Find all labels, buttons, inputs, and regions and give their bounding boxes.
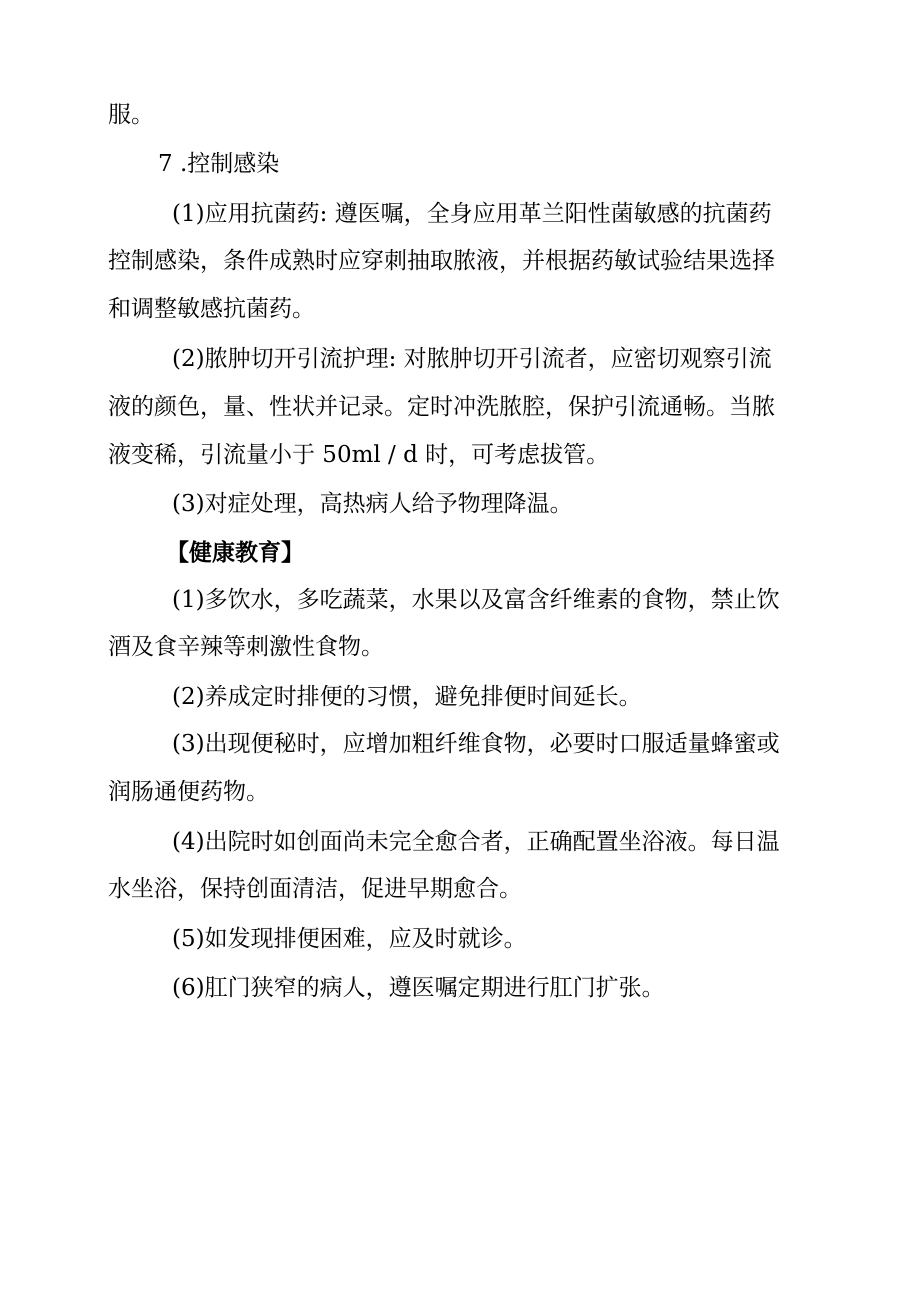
text-line: (4)出院时如创面尚未完全愈合者，正确配置坐浴液。每日温 bbox=[172, 829, 780, 855]
text-line: (1)多饮水，多吃蔬菜，水果以及富含纤维素的食物，禁止饮 bbox=[172, 587, 780, 613]
text-line: 液变稀，引流量小于 50ml / d 时，可考虑拔管。 bbox=[108, 442, 610, 468]
text-line: (5)如发现排便困难，应及时就诊。 bbox=[172, 926, 527, 952]
text-line: 控制感染，条件成熟时应穿刺抽取脓液，并根据药敏试验结果选择 bbox=[108, 248, 775, 274]
text-line: (2)养成定时排便的习惯，避免排便时间延长。 bbox=[172, 684, 642, 710]
text-line: (2)脓肿切开引流护理: 对脓肿切开引流者，应密切观察引流 bbox=[172, 346, 772, 372]
section-heading-health-education: 【健康教育】 bbox=[166, 539, 304, 566]
text-line: 和调整敏感抗菌药。 bbox=[108, 296, 315, 322]
section-heading-infection-control: 7 .控制感染 bbox=[158, 151, 280, 177]
text-line: (3)出现便秘时，应增加粗纤维食物，必要时口服适量蜂蜜或 bbox=[172, 731, 780, 757]
text-line: 水坐浴，保持创面清洁，促进早期愈合。 bbox=[108, 876, 522, 902]
text-line: 液的颜色，量、性状并记录。定时冲洗脓腔，保护引流通畅。当脓 bbox=[108, 394, 775, 420]
text-line: (3)对症处理，高热病人给予物理降温。 bbox=[172, 491, 573, 517]
text-line: (1)应用抗菌药: 遵医嘱，全身应用革兰阳性菌敏感的抗菌药 bbox=[172, 201, 772, 227]
text-line: 酒及食辛辣等刺激性食物。 bbox=[108, 634, 384, 660]
text-line: (6)肛门狭窄的病人，遵医嘱定期进行肛门扩张。 bbox=[172, 975, 665, 1001]
text-line: 润肠通便药物。 bbox=[108, 779, 269, 805]
text-line-continuation: 服。 bbox=[108, 102, 154, 128]
